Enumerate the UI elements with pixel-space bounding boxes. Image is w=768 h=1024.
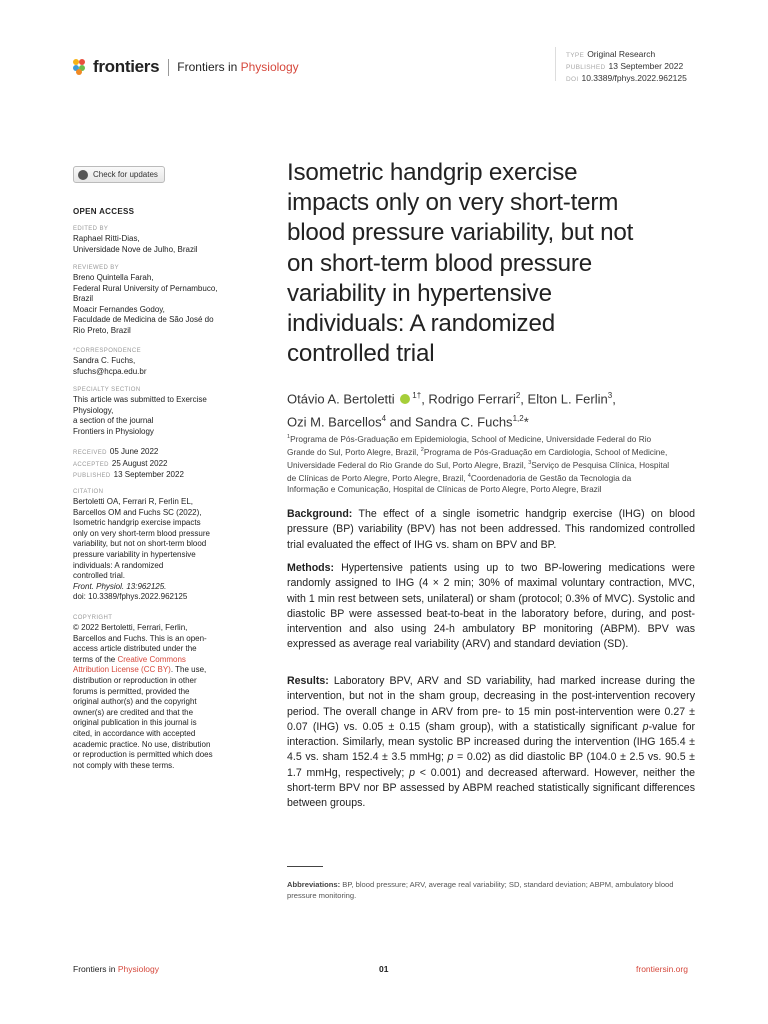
author-ferrari[interactable]: , Rodrigo Ferrari [421,391,516,407]
author-bertoletti[interactable]: Otávio A. Bertoletti [287,391,395,407]
frontiers-logo-icon [73,59,89,75]
dates-section [73,447,243,482]
meta-divider [555,47,556,81]
author-fuchs[interactable]: and Sandra C. Fuchs [386,414,513,430]
author-barcellos[interactable]: Ozi M. Barcellos [287,414,382,430]
logo-divider [168,59,169,76]
citation-doi[interactable]: doi: 10.3389/fphys.2022.962125 [73,592,188,602]
author-ferlin[interactable]: , Elton L. Ferlin [520,391,608,407]
journal-name[interactable]: Frontiers in Physiology [177,60,299,74]
page-number: 01 [379,964,389,974]
meta-type: TYPE Original Research [566,49,656,59]
check-updates-icon [78,170,88,180]
abbreviations-footnote: Abbreviations: BP, blood pressure; ARV, average real variability; SD, standard deviation; ABPM, ambulatory blood pressure monitoring. [287,880,674,900]
abstract-methods: Methods: Hypertensive patients using up to two BP-lowering medications were randomly assigned to IHG (4 × 2 min; 30% of maximal voluntary contraction, MVC, with 1 min rest between sets, unilateral) or sham (protocol; 0.3% of MVC). Systolic and diastolic BP were assessed beat-to-beat in the laboratory before, during, and post-intervention and also using 24-h ambulatory BP monitoring (ABPM). BPV was expressed as average real variability (ARV) and standard deviation (SD). [287,562,695,651]
article-meta [566,49,687,85]
reviewed-by-section: REVIEWED BY Breno Quintella Farah, Federal Rural University of Pernambuco, Brazil Moacir Fernandes Godoy, Faculdade de Medicina de São José do Rio Preto, Brazil [73,265,218,335]
open-access-label: OPEN ACCESS [73,207,135,216]
correspondence-email[interactable]: sfuchs@hcpa.edu.br [73,366,147,376]
footer-site-link[interactable]: frontiersin.org [636,964,688,974]
cc-license-link[interactable]: Creative Commons [117,654,186,664]
edited-by-section: EDITED BY Raphael Ritti-Dias, Universidade Nove de Julho, Brazil [73,226,198,254]
abstract-results: Results: Laboratory BPV, ARV and SD variability, had marked increase during the intervention, but not in the sham group, decreasing in the post-intervention recovery period. The overall change in ARV from pre- to 15 min post-intervention were 0.27 ± 0.07 (IHG) vs. 0.05 ± 0.15 (sham group), with a statistically significant p-value for interaction. Similarly, mean systolic BP increased during the intervention (IHG 165.4 ± 4.5 vs. sham 152.4 ± 3.5 mmHg; p = 0.02) as did diastolic BP (104.0 ± 2.5 vs. 90.5 ± 1.7 mmHg, respectively; p < 0.001) and decreased afterward. However, neither the short-term BPV nor BP assessed by ABPM reached statistically significant differences between groups. [287,675,695,810]
abstract-background: Background: The effect of a single isometric handgrip exercise (IHG) on blood pressure (BP) variability (BPV) has not been addressed. This randomized controlled trial evaluated the effect of IHG vs. sham on BPV and BP. [287,508,695,551]
footnote-divider [287,866,323,867]
footer-journal[interactable]: Frontiers in Physiology [73,964,159,974]
frontiers-logo[interactable] [73,57,299,77]
citation-section: CITATION Bertoletti OA, Ferrari R, Ferlin EL, Barcellos OM and Fuchs SC (2022), Isometric handgrip exercise impacts only on very short-term blood pressure variability, but not on short-term blood pressure variability in hypertensive individuals: A randomized controlled trial. Front. Physiol. 13:962125. doi: 10.3389/fphys.2022.962125 [73,488,243,603]
author-list: Otávio A. Bertoletti $^{1\dagger}$, Rodrigo Ferrari$^2$, Elton L. Ferlin$^3$, Ozi M. Barcellos$^4$ and Sandra C. Fuchs$^{1,2}$* [287,391,616,430]
published-date: PUBLISHED 13 September 2022 [73,470,184,480]
specialty-section: SPECIALTY SECTION This article was submitted to Exercise Physiology, a section of the journal Frontiers in Physiology [73,387,207,436]
accepted-date: ACCEPTED 25 August 2022 [73,458,168,468]
orcid-icon[interactable] [400,394,410,404]
meta-doi[interactable]: DOI 10.3389/fphys.2022.962125 [566,73,687,83]
check-updates-label: Check for updates [93,170,158,179]
copyright-section: COPYRIGHT © 2022 Bertoletti, Ferrari, Ferlin, Barcellos and Fuchs. This is an open- access article distributed under the terms of the Creative Commons Attribution License (CC BY). The use, distribution or reproduction in other forums is permitted, provided the original author(s) and the copyright owner(s) are credited and that the original publication in this journal is cited, in accordance with accepted academic practice. No use, distribution or reproduction is permitted which does not comply with these terms. [73,615,213,770]
check-for-updates-button[interactable] [73,166,165,183]
affiliations: $^1$Programa de Pós-Graduação em Epidemiologia, School of Medicine, Universidade Federal do Rio Grande do Sul, Porto Alegre, Brazil, $^2$Programa de Pós-Graduação em Cardiologia, School of Medicine, Universidade Federal do Rio Grande do Sul, Porto Alegre, Brazil, $^3$Serviço de Pesquisa Clínica, Hospital de Clínicas de Porto Alegre, Porto Alegre, Brazil, $^4$Coordenadoria de Gestão da Tecnologia da Informação e Comunicação, Hospital de Clínicas de Porto Alegre, Porto Alegre, Brazil [287,433,670,494]
cc-by-link[interactable]: Attribution License (CC BY) [73,665,171,675]
received-date: RECEIVED 05 June 2022 [73,447,159,456]
correspondence-section: *CORRESPONDENCE Sandra C. Fuchs, sfuchs@hcpa.edu.br [73,347,243,377]
meta-published: PUBLISHED 13 September 2022 [566,61,684,71]
article-title: Isometric handgrip exercise impacts only on very short-term blood pressure variability, but not on short-term blood pressure variability in hypertensive individuals: A randomized controlled trial [287,159,634,368]
brand-name: frontiers [93,57,160,76]
